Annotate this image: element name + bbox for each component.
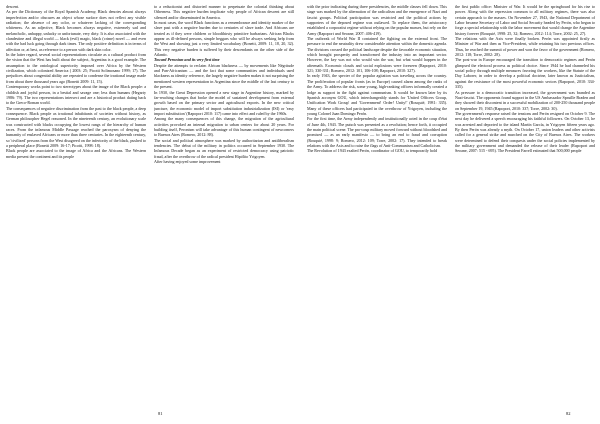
paragraph: to a reductionist and distorted manner to perpetuate the colonial thinking about Otherness. This negative burden implicate why people of African descent are still silenced and/or disseminated in America. <box>154 4 294 20</box>
right-page-column-2 <box>455 4 595 424</box>
left-page <box>6 4 294 424</box>
paragraph: The Revolution of 1943 exalted Perón, coordinator of GOU, to temporarily hold <box>307 148 438 154</box>
right-page <box>307 4 595 424</box>
right-page-column-1 <box>307 4 447 424</box>
page-number: 82 <box>566 411 571 416</box>
paragraph: Among the many consequences of this change, the migration of the agricultural activities provoked an internal migration to urban centers for about 20 years. For building itself, Peronism will take advantage of this human contingent of newcomers to Buenos Aires (Romero, 2012: 88). <box>154 116 294 138</box>
paragraph: the first public office: Minister of War. It would be the springboard for his rise to power. Along with the repression common to all military regimes, there was also certain approach to the masses. On November 27, 1943, the National Department of Labor became Secretary of Labor and Social Security headed by Perón, who began to forge a special relationship with the labor movement that would change the Argentine history forever (Rouquié, 1998: 25, 32; Romero, 2012: 114; Torre, 2002: 25, 27). <box>455 4 595 36</box>
paragraph: The post-war in Europe encouraged the transition to democratic regimes and Perón glimpsed the electoral process as political choice. Since 1944 he had channeled his social policy through multiple measures favoring the workers, like the Statute of the Day Laborer, in order to develop a political doctrine, later known as Justicialism, against the resistance of the most powerful economic sectors (Rapoport, 2010: 334-335). <box>455 57 595 90</box>
paragraph: As per the Dictionary of the Royal Spanish Academy, Black denotes almost always imperfection and/or obscures an object whose surface does not reflect any visible radiation; the absence of any color, or whatever lacking of the corresponding whiteness. As an adjective, Black becomes always negative, extremely sad and melancholic, unhappy, unlucky or unfortunate, very dirty. It is also associated with the clandestine and illegal world — black (evil) magic, black (crime) novel — and even with the bad luck going through dark times. The only positive definition is in terms of affection or, at best, as reference to a person with dark skin color. <box>6 9 146 52</box>
paragraph: After having enjoyed some improvement <box>154 158 221 164</box>
page-number: 81 <box>158 411 163 416</box>
paragraph: Contemporary works point to two stereotypes about the image of the Black people: a childish and joyful person, in a bestial and savage one; less than humans (Hegarty 1986: 79). The two representations intersect and are a historical product dating back to the Greco-Roman world. <box>6 84 146 106</box>
paragraph: The relations with the Axis were finally broken. Perón was appointed firstly as Minister of War and then as Vice-President, while retaining his two previous offices. Thus, he reached the summit of power and won the favor of the government (Romero, 2012: 118; Torre, 2002: 28). <box>455 36 595 58</box>
paragraph: Despite the attempts to reclaim African blackness — by movements like Négritude and Pan-Africanism — and the fact that some communities and individuals used blackness as identity reference, the largely negative burden makes it not surprising the mentioned western representation in Argentina since the middle of the last century to the present. <box>154 62 294 90</box>
paragraph: descent. <box>6 4 20 9</box>
paragraph: As pressure to a democratic transition increased, the government was branded as Nazi-fascist. The opponents found support in the US Ambassador Spruille Braden and they showed their discontent in a successful mobilization of 200-250 thousand people on September 19, 1945 (Rapoport, 2010: 337; Torre, 2002: 30). <box>455 89 595 111</box>
paragraph: In the latter regard, several social representations circulate as a cultural product from the vision that the West has built about the subject, Argentina is a good example. The assumption to the ontological superiority imposed over Africa by the Western civilization, which colonized America ( 2003: 25; Picotti Solimosano 1999; 17). The prejudices about congenital ability are repeated to condense the irrational image made from about three thousand years ago (Bonetti 2009: 11, 15). <box>6 52 146 84</box>
paragraph: In early 1943, the specter of the popular agitation was traveling across the country. The proliferation of popular fronts (as in Europe) caused alarm among the ranks of the Army. To address the risk, some young, high-ranking officers informally created a lodge as support in the fight against communism. It would be known later by its Spanish acronym GOU, which interchangeably stands for 'United Officers Group, Unification Work Group' and 'Government! Order! Unity!' (Rouquié, 1981: 335). Many of these officers had participated in the overthrow of Yrigoyen, including the young Colonel Juan Domingo Perón. <box>307 73 447 116</box>
paragraph: In 1930, the Great Depression opened a new stage in Argentine history, marked by far-reaching changes that broke the model of sustained development from external growth based on the primary sector and agricultural exports. In the new critical juncture, the economic model of import substitution industrialization (ISI) or 'easy import substitution' (Rapoport 2010: 117) came into effect and ruled by the 1960s. <box>154 89 294 116</box>
paragraph: The outbreak of World War II contained the fighting on the external front. The pressure to end the neutrality drew considerable attention within the domestic agenda. The divisions crossed the political landscape despite the favorable economic situation, which brought prosperity and transformed the industry into an important sector. However, the key was not who would win the war, but what would happen in the aftermath. Economic clouds and social explosions were foreseen (Rapoport, 2010: 321; 330-331; Romero, 2012: 101, 106-108; Rapoport, 2010: 327). <box>307 36 447 74</box>
paragraph: with the prior indicating during three presidencies, the middle classes fell down. This stage was marked by the alternation of the radicalism and the emergence of Nazi and fascist groups. Political participation was restricted and the political actions by supporters of the deposed regime was outlawed. To replace them, the aristocracy established a corporatist regime without relying on the popular masses, but rely on the Army (Rapoport and Seoane, 2007: 406-419). <box>307 4 447 36</box>
left-page-column-2 <box>154 4 294 424</box>
paragraph: The consequences of negative discrimination from the past to the black people, a deep consequence. Black people as irrational inhabitants of societies without history, as German philosopher Hegel reasoned. In the nineteenth century, an evolutionary scale was constructed with blacks occupying the lowest rungs of the hierarchy of human races. From the infamous Middle Passage reached the paroxysm of denying the humanity of enslaved Africans or more than three centuries. In the eighteenth century, so 'civilized' persons from the West disagreed on the inferiority of the black, pushed to a peripheral place (Bonetti 2009: 16-17; Picotti, 1998: 18). <box>6 105 146 148</box>
paragraph: Black people are associated to the image of Africa and the Africans. The Western media present the continent and its people <box>6 148 146 159</box>
paragraph: The social and political atmosphere was marked by authoritarian and antiliberalism tendencies. The debut of the military in politics occurred in September 1930. The Infamous Decade began as an experiment of restricted democracy using patriotic fraud, after the overthrow of the radical president Hipólito Yrigoyen. <box>154 137 294 159</box>
paragraph: The government's response raised the tensions and Perón resigned on October 9. The next day he delivered a speech encouraging his faithful followers. On October 13, he was arrested and deported to the island Martín García, in Yrigoyen fifteen years ago. By then Perón was already a myth. On October 17, union leaders and other activists called for a general strike and marched on the City of Buenos Aires. The workers were determined to defend their conquests under the social policies implemented by the military government and demanded the release of their leader (Rapoport and Seoane, 2007: 515 - 695). The President Farrell estimated that 500,000 people <box>455 110 595 154</box>
paragraph: For the first time, the Army independently and institutionally acted in the coup d'état of June 4th, 1943. The putsch was presented as a revolution; hence forth, it occupied the main political scene. The pro-coup military moved forward without bloodshed and promised — as an early manifesto — to bring an end to fraud and corruption (Rouquié, 1998: 9; Romero, 2012: 109; Torre, 2002: 17). They intended to break relations with the Axis and to raise the flags of Anti-Communism and Catholicism. <box>307 116 447 148</box>
paragraph: In most cases, the word Black functions as a remembrance and identity marker of the slave past with a negative burden due to centuries of slave trade. And Africans are treated as if they were children or bloodthirsty primitive barbarians. African Blacks appear as ill-defined persons, simple beggars who will be always seeking help from the West and showing just a very limited vocabulary (Bonetti, 2009: 11, 18, 20, 32). This very negative burden is suffered by their descendants on the other side of the Atlantic. <box>154 20 294 58</box>
left-page-column-1 <box>6 4 146 424</box>
section-heading: Toward Peronism and its very first time <box>154 57 220 63</box>
